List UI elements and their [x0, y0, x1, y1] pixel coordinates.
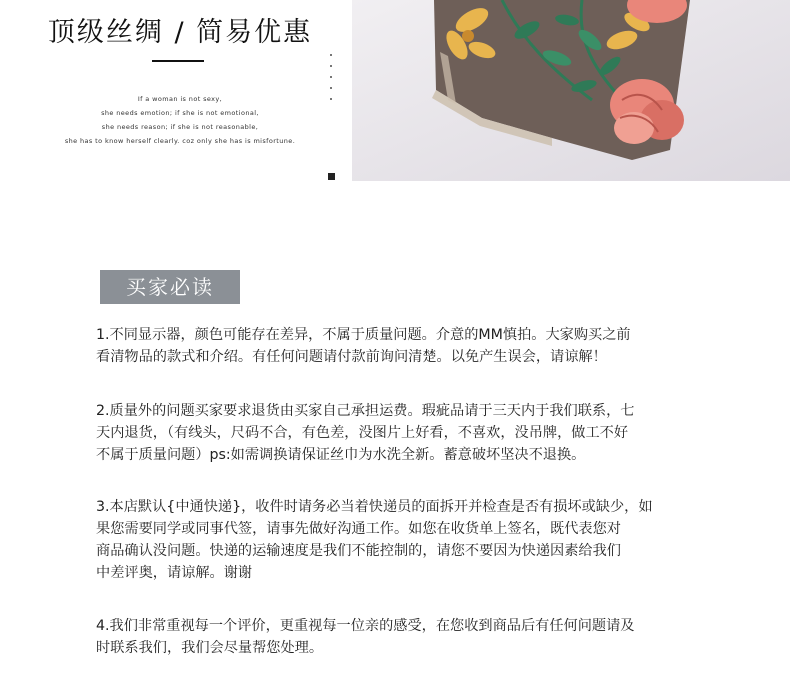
section-heading-badge: 买家必读: [100, 270, 240, 304]
decorative-square: [328, 173, 335, 180]
notice-line: 天内退货，（有线头，尺码不合，有色差，没图片上好看，不喜欢，没吊牌，做工不好: [96, 425, 629, 441]
quote-line: If a woman is not sexy,: [137, 95, 223, 103]
notice-line: 看清物品的款式和介绍。有任何问题请付款前询问清楚。以免产生误会，请谅解！: [96, 349, 607, 365]
notice-line: 商品确认没问题。快递的运输速度是我们不能控制的，请您不要因为快递因素给我们: [96, 543, 621, 559]
notice-line: 时联系我们，我们会尽量帮您处理。: [96, 640, 324, 656]
quote-block: [40, 92, 320, 148]
notice-item-4: [96, 615, 716, 659]
notice-line: 果您需要同学或同事代签，请事先做好沟通工作。如您在收货单上签名，既代表您对: [96, 521, 621, 537]
notice-item-3: [96, 496, 716, 584]
quote-line: she has to know herself clearly. coz only she has is misfortune.: [64, 137, 296, 145]
notice-line: 2.质量外的问题买家要求退货由买家自己承担运费。瑕疵品请于三天内于我们联系，七: [96, 403, 635, 419]
notice-line: 不属于质量问题）ps:如需调换请保证丝巾为水洗全新。蓄意破坏坚决不退换。: [96, 447, 586, 463]
notice-line: 中差评奥，请谅解。谢谢: [96, 565, 253, 581]
quote-line: she needs emotion; if she is not emotional,: [101, 109, 259, 117]
scarf-illustration: [352, 0, 790, 181]
title-underline: [152, 60, 204, 62]
notice-line: 3.本店默认{中通快递}，收件时请务必当着快递员的面拆开并检查是否有损坏或缺少，如: [96, 499, 653, 515]
notice-item-2: [96, 400, 716, 466]
silk-scarf-photo: [352, 0, 790, 181]
notice-item-1: [96, 324, 716, 368]
quote-line: she needs reason; if she is not reasonable,: [101, 123, 259, 131]
notice-line: 4.我们非常重视每一个评价，更重视每一位亲的感受，在您收到商品后有任何问题请及: [96, 618, 635, 634]
notice-line: 1.不同显示器，颜色可能存在差异，不属于质量问题。介意的MM慎拍。大家购买之前: [96, 327, 631, 343]
page-title: 顶级丝绸 / 简易优惠: [47, 17, 313, 48]
decorative-dots: [330, 54, 334, 109]
